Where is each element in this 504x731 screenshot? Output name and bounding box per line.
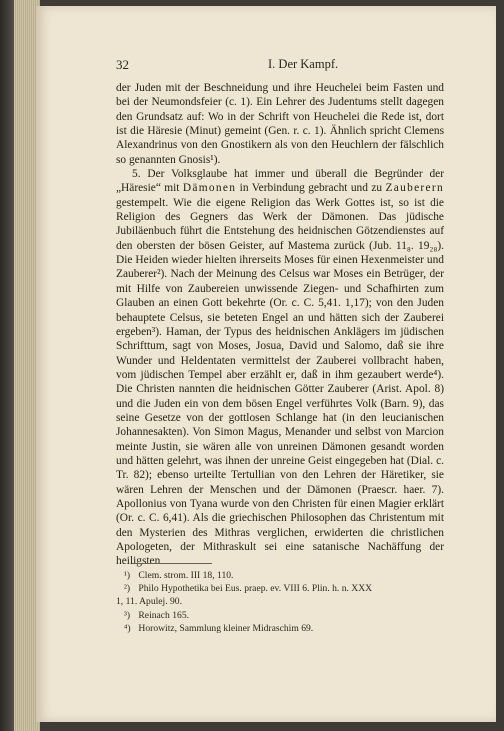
- footnote-2-continuation: [116, 595, 446, 608]
- footnote-1: [116, 569, 446, 582]
- footnote-4: [116, 622, 446, 635]
- body-text: [116, 81, 444, 569]
- footnote-rule: [132, 563, 212, 564]
- footnote-3: [116, 609, 446, 622]
- emphasis-zauberern: Zauberern: [385, 182, 444, 195]
- footnote-text: Philo Hypothetika bei Eus. praep. ev. VIII 6. Plin. h. n. XXX: [138, 583, 373, 595]
- footnote-2: [116, 582, 446, 595]
- paragraph-2-part-2: in Verbindung gebracht und zu: [239, 182, 383, 195]
- paragraph-1: der Juden mit der Beschneidung und ihre Heuchelei beim Fasten und bei der Neumondsfeier (c. 1). Ein Lehrer des Judentums stellt dagegen den Grundsatz auf: Wo in der Schrift von Heuchelei die Rede ist, dort ist die Häresie (Minut) gemeint (Gen. r. c. 1). Ähnlich spricht Clemens Alexandrinus von den Gnostikern als von den Heuchlern der fälschlich so genannten Gnosis¹).: [116, 82, 444, 166]
- footnote-mark: ³): [124, 609, 131, 621]
- footnote-text: Horowitz, Sammlung kleiner Midraschim 69.: [138, 622, 314, 634]
- paragraph-2-part-1: 5. Der Volksglaube hat immer und überall die Begründer der „Häresie“ mit: [116, 168, 444, 195]
- page-number: 32: [116, 57, 129, 72]
- footnote-mark: ²): [124, 583, 131, 595]
- footnote-mark: ⁴): [124, 622, 131, 634]
- footnote-text: Clem. strom. III 18, 110.: [138, 570, 234, 581]
- paragraph-2-part-3: gestempelt. Wie die eigene Religion das Werk Gottes ist, so ist die Religion des Gegners das Werk der Dämonen. Das jüdische Jubiläenbuch führt die Entstehung des heidnischen Götzendienstes auf den obersten der bösen Geister, auf Mastema zurück (Jub. 11₈. 19₂₈). Die Heiden wieder hielten ihrerseits Moses für einen Hexenmeister und Zauberer²). Nach der Meinung des Celsus war Moses ein Betrüger, der mit Hilfe von Zaubereien unwissende Ziegen- und Schafhirten zum Glauben an einen Gott bekehrte (Or. c. C. 5,41. 1,17); von den Juden behauptete Celsus, sie beteten Engel an und hätten sich der Zauberei ergeben³). Haman, der Typus des heidnischen Anklägers im jüdischen Schrifttum, sagt von Moses, Josua, David und Salomo, daß sie ihre Wunder und Heldentaten vermittelst der Zauberei vollbracht haben, vom jüdischen Tempel aber erzählt er, daß in ihm gezaubert werde⁴). Die Christen nannten die heidnischen Götter Zauberer (Arist. Apol. 8) und die Juden ein von dem bösen Engel verführtes Volk (Barn. 9), das seine Gesetze von der gottlosen Schlange hat (in den leucianischen Johannesakten). Von Simon Magus, Menander und selbst von Marcion meinte Justin, sie wären alle von unreinen Dämonen gesandt worden und hätten gelehrt, was ihnen der unreine Geist eingegeben hat (Dial. c. Tr. 82); ebenso urteilte Tertullian von den Lehren der Häretiker, sie wären Lehren der Menschen und der Dämonen (Praescr. haer. 7). Apollonius von Tyana wurde von den Christen für einen Magier erklärt (Or. c. C. 6,41). Als die griechischen Philosophen das Christentum mit den Mysterien des Mithras verglichen, erwiderten die christlichen Apologeten, der Mithraskult sei eine satanische Nachäffung der heiligsten: [116, 196, 444, 568]
- footnotes: [116, 569, 446, 635]
- footnote-text: Reinach 165.: [138, 609, 190, 621]
- footnote-mark: ¹): [124, 570, 131, 581]
- running-title: I. Der Kampf.: [268, 57, 339, 71]
- emphasis-daemonen: Dämonen: [182, 182, 237, 195]
- paragraph-2: [116, 167, 444, 569]
- footnote-text: 1, 11. Apulej. 90.: [116, 596, 182, 608]
